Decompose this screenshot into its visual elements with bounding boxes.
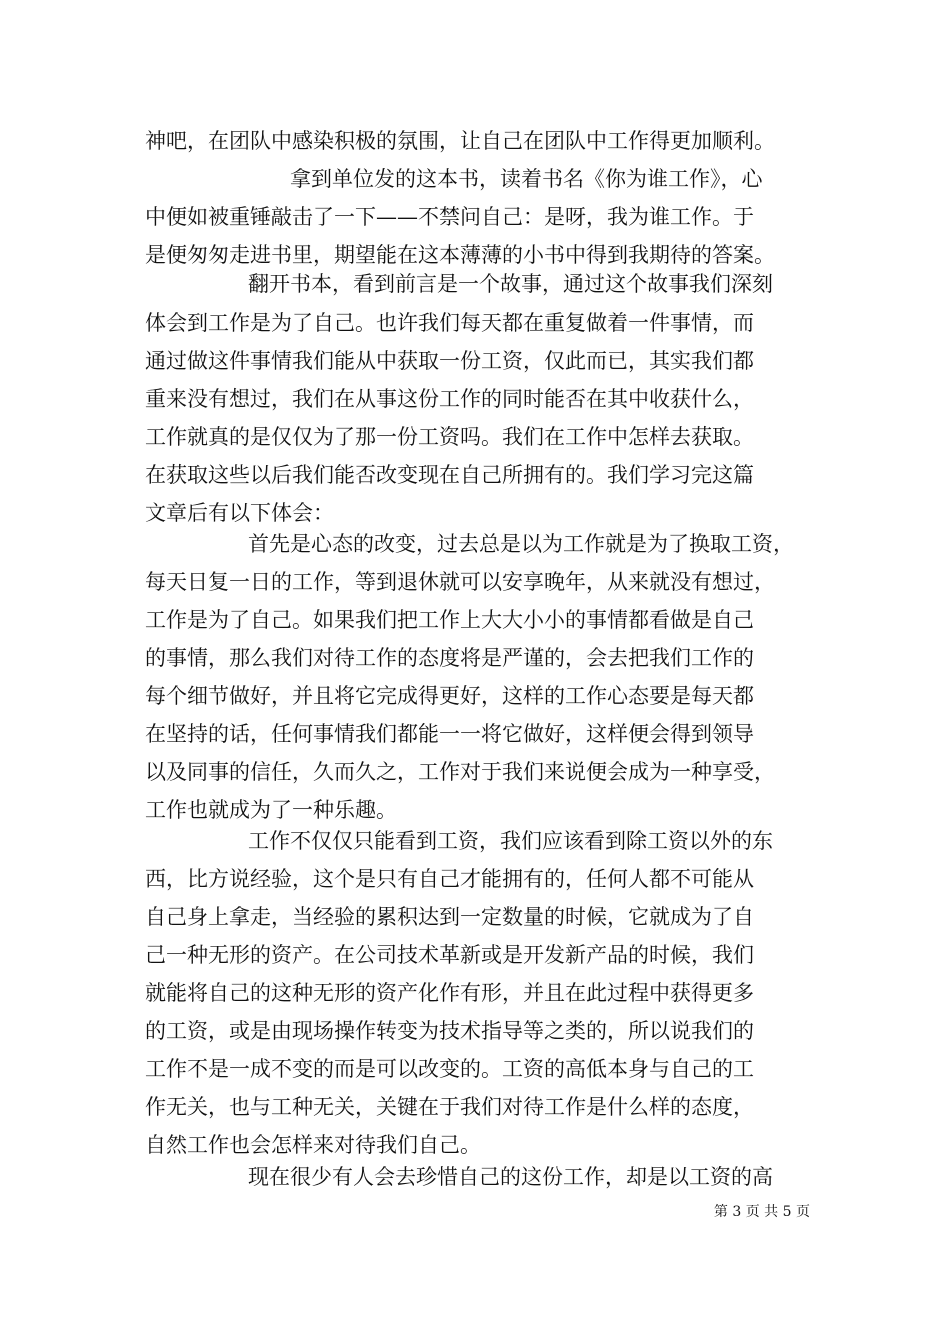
text-line: 是便匆匆走进书里，期望能在这本薄薄的小书中得到我期待的答案。	[145, 243, 775, 267]
text-line: 文章后有以下体会：	[145, 501, 334, 525]
text-line: 每个细节做好，并且将它完成得更好，这样的工作心态要是每天都	[145, 684, 754, 708]
text-line: 现在很少有人会去珍惜自己的这份工作，却是以工资的高	[248, 1165, 773, 1189]
text-line: 拿到单位发的这本书，读着书名《你为谁工作》，心	[290, 167, 763, 191]
text-line: 工作也就成为了一种乐趣。	[145, 798, 397, 822]
text-line: 工作就真的是仅仅为了那一份工资吗。我们在工作中怎样去获取。	[145, 425, 754, 449]
text-line: 重来没有想过，我们在从事这份工作的同时能否在其中收获什么，	[145, 387, 754, 411]
text-line: 工作不仅仅只能看到工资，我们应该看到除工资以外的东	[248, 829, 773, 853]
text-line: 己一种无形的资产。在公司技术革新或是开发新产品的时候，我们	[145, 943, 754, 967]
text-line: 作无关，也与工种无关，关键在于我们对待工作是什么样的态度，	[145, 1095, 754, 1119]
text-line: 在坚持的话，任何事情我们都能一一将它做好，这样便会得到领导	[145, 722, 754, 746]
page-number-footer: 第 3 页 共 5 页	[713, 1204, 810, 1220]
text-line: 就能将自己的这种无形的资产化作有形，并且在此过程中获得更多	[145, 981, 754, 1005]
text-line: 在获取这些以后我们能否改变现在自己所拥有的。我们学习完这篇	[145, 463, 754, 487]
text-line: 工作是为了自己。如果我们把工作上大大小小的事情都看做是自己	[145, 608, 754, 632]
text-line: 每天日复一日的工作，等到退休就可以安享晚年，从来就没有想过，	[145, 570, 775, 594]
text-line: 神吧，在团队中感染积极的氛围，让自己在团队中工作得更加顺利。	[145, 129, 775, 153]
text-line: 体会到工作是为了自己。也许我们每天都在重复做着一件事情，而	[145, 311, 754, 335]
text-line: 首先是心态的改变，过去总是以为工作就是为了换取工资，	[248, 532, 794, 556]
text-line: 以及同事的信任，久而久之，工作对于我们来说便会成为一种享受，	[145, 760, 775, 784]
text-line: 中便如被重锤敲击了一下——不禁问自己：是呀，我为谁工作。于	[145, 205, 754, 229]
text-line: 自己身上拿走，当经验的累积达到一定数量的时候，它就成为了自	[145, 905, 754, 929]
text-line: 自然工作也会怎样来对待我们自己。	[145, 1133, 481, 1157]
text-line: 翻开书本，看到前言是一个故事，通过这个故事我们深刻	[248, 272, 773, 296]
text-line: 的事情，那么我们对待工作的态度将是严谨的，会去把我们工作的	[145, 646, 754, 670]
text-line: 通过做这件事情我们能从中获取一份工资，仅此而已，其实我们都	[145, 349, 754, 373]
text-line: 的工资，或是由现场操作转变为技术指导等之类的，所以说我们的	[145, 1019, 754, 1043]
text-line: 西，比方说经验，这个是只有自己才能拥有的，任何人都不可能从	[145, 867, 754, 891]
text-line: 工作不是一成不变的而是可以改变的。工资的高低本身与自己的工	[145, 1057, 754, 1081]
